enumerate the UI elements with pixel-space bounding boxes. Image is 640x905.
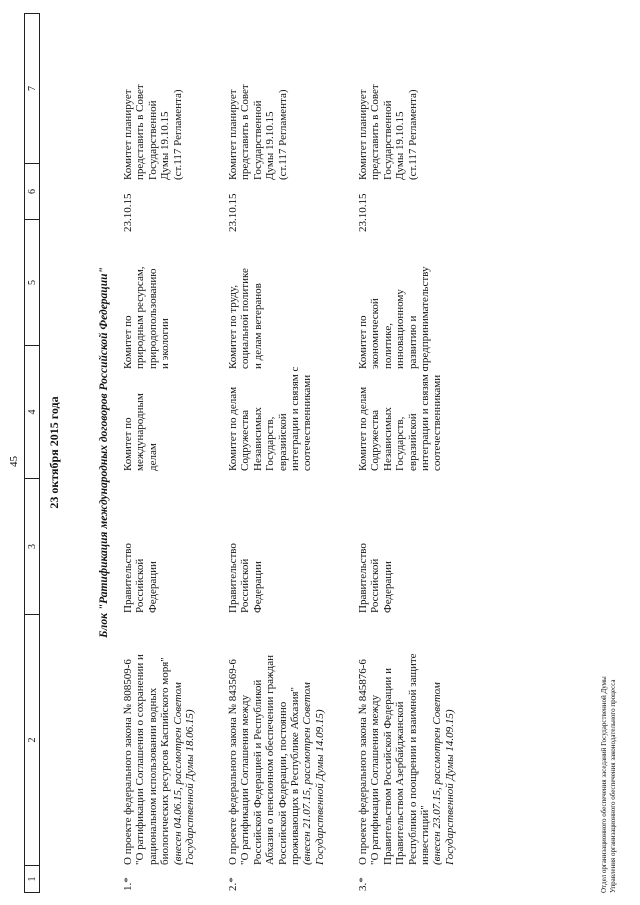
responsible-committee [122, 353, 159, 471]
header-col-2: 2 [25, 615, 40, 866]
committee-line: евразийской [406, 413, 419, 471]
header-col-7: 7 [25, 14, 40, 164]
action-line: Комитет планирует [357, 89, 369, 180]
header-col-3: 3 [25, 479, 40, 615]
footer-line: Отдел организационного обеспечения заседаний Государственной Думы [600, 676, 608, 893]
committee-line: Содружества [239, 409, 252, 471]
action-line: (ст.117 Регламента) [171, 89, 184, 180]
committee-line: Независимых [381, 407, 394, 471]
bill-title-line: Правительством Российской Федерации и [381, 668, 394, 865]
bill-title-line: Российской Федерации, постоянно [276, 701, 289, 865]
bill-note-line: (внесен 21.07.15, рассмотрен Советом [301, 682, 314, 865]
row-number: 2.* [227, 877, 239, 891]
initiator-line: Федерации [381, 561, 394, 613]
bill-title-line: инвестиций" [419, 805, 432, 865]
bill-title-line: "О ратификации Соглашения между [239, 694, 252, 865]
column-number-header [24, 13, 40, 893]
initiator-line: Правительство [357, 543, 369, 613]
bill-title-line: О проекте федерального закона № 845876-6 [357, 659, 369, 865]
bill-title-line: рациональном использовании водных [146, 687, 159, 865]
responsible-committee [357, 353, 444, 471]
committee-line: Содружества [369, 409, 382, 471]
bill-note-line: Государственной Думы 14.09.15) [313, 709, 326, 865]
committee-line: Государств, [264, 416, 277, 471]
initiator [227, 541, 264, 613]
action-line: Государственной [381, 100, 394, 180]
co-executor-line: природопользованию [146, 268, 159, 369]
action-line: (ст.117 Регламента) [406, 89, 419, 180]
committee-line: Государств, [394, 416, 407, 471]
header-col-1: 1 [25, 866, 40, 893]
action-line: Думы 19.10.15 [394, 111, 407, 180]
deadline-date: 23.10.15 [227, 193, 239, 232]
co-executor-line: Комитет по [357, 315, 369, 369]
committee-line: делам [146, 443, 159, 471]
row-number: 1.* [122, 877, 134, 891]
bill-note-line: Государственной Думы 18.06.15) [184, 709, 197, 865]
header-col-6: 6 [25, 164, 40, 220]
committee-line: Комитет по делам [227, 386, 239, 471]
committee-line: Независимых [251, 407, 264, 471]
deadline-date: 23.10.15 [357, 193, 369, 232]
committee-line: соотечественниками [431, 374, 444, 471]
bill-title-line: биологических ресурсов Каспийского моря" [159, 657, 172, 865]
action-line: Думы 19.10.15 [264, 111, 277, 180]
header-col-5: 5 [25, 220, 40, 346]
planned-action [227, 5, 289, 180]
row-number: 3.* [357, 877, 369, 891]
committee-line: интеграции и связям с [419, 366, 432, 471]
bill-description [122, 620, 196, 865]
bill-title-line: Абхазия о пенсионном обеспечении граждан [264, 655, 277, 865]
bill-note-line: Государственной Думы 14.09.15) [443, 709, 456, 865]
committee-line: соотечественниками [301, 374, 314, 471]
bill-title-line: Правительством Азербайджанской [394, 701, 407, 865]
bill-title-line: "О ратификации Соглашения о сохранении и [134, 654, 147, 865]
bill-title-line: "О ратификации Соглашения между [369, 694, 382, 865]
bill-title-line: О проекте федерального закона № 843569-6 [227, 659, 239, 865]
initiator-line: Российской [369, 558, 382, 613]
header-col-4: 4 [25, 346, 40, 479]
co-executor-line: и экологии [159, 318, 172, 369]
initiator-line: Российской [239, 558, 252, 613]
co-executor-line: природным ресурсам, [134, 266, 147, 369]
action-line: (ст.117 Регламента) [276, 89, 289, 180]
co-executor-line: и делам ветеранов [251, 283, 264, 369]
date-heading: 23 октября 2015 года [47, 396, 61, 509]
committee-line: международным [134, 393, 147, 471]
co-executor-line: развитию и [406, 315, 419, 369]
page-number: 45 [8, 456, 20, 467]
footer [600, 676, 618, 893]
co-executor-line: социальной политике [239, 268, 252, 369]
co-executor-line: политике, [381, 322, 394, 369]
action-line: Думы 19.10.15 [159, 111, 172, 180]
action-line: Государственной [251, 100, 264, 180]
initiator-line: Правительство [227, 543, 239, 613]
bill-title-line: Российской Федерацией и Республикой [251, 679, 264, 865]
bill-title-line: О проекте федерального закона № 808509-6 [122, 659, 134, 865]
co-executor-line: инновационному [394, 289, 407, 369]
action-line: Комитет планирует [227, 89, 239, 180]
action-line: представить в Совет [369, 84, 382, 180]
initiator-line: Российской [134, 558, 147, 613]
committee-line: интеграции и связям с [289, 366, 302, 471]
action-line: представить в Совет [239, 84, 252, 180]
co-executor-committee [122, 229, 172, 369]
bill-description [357, 620, 456, 865]
committee-line: Комитет по делам [357, 386, 369, 471]
planned-action [357, 5, 419, 180]
bill-note-line: (внесен 23.07.15, рассмотрен Советом [431, 682, 444, 865]
committee-line: Комитет по [122, 417, 134, 471]
co-executor-line: Комитет по труду, [227, 284, 239, 369]
footer-line: Управления организационного обеспечения законодательного процесса [609, 679, 617, 893]
co-executor-committee [227, 229, 264, 369]
co-executor-committee [357, 229, 431, 369]
initiator-line: Федерации [251, 561, 264, 613]
bill-note-line: (внесен 04.06.15, рассмотрен Советом [171, 682, 184, 865]
co-executor-line: Комитет по [122, 315, 134, 369]
initiator-line: Правительство [122, 543, 134, 613]
responsible-committee [227, 353, 314, 471]
block-heading: Блок "Ратификация международных договоров Российской Федерации" [98, 267, 110, 638]
co-executor-line: экономической [369, 298, 382, 369]
initiator [122, 541, 159, 613]
action-line: Комитет планирует [122, 89, 134, 180]
action-line: представить в Совет [134, 84, 147, 180]
initiator [357, 541, 394, 613]
co-executor-line: предпринимательству [419, 266, 432, 369]
action-line: Государственной [146, 100, 159, 180]
committee-line: евразийской [276, 413, 289, 471]
planned-action [122, 5, 184, 180]
initiator-line: Федерации [146, 561, 159, 613]
bill-title-line: Республики о поощрении и взаимной защите [406, 653, 419, 865]
bill-title-line: проживающих в Республике Абхазия" [289, 686, 302, 865]
bill-description [227, 620, 326, 865]
deadline-date: 23.10.15 [122, 193, 134, 232]
